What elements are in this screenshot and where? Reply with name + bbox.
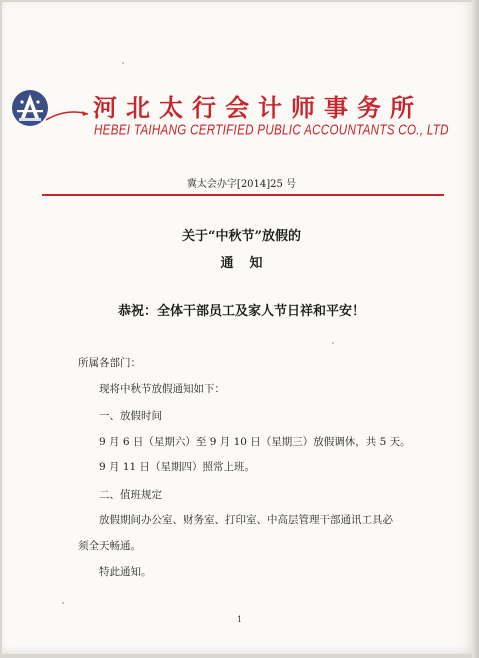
section1-line1: 9 月 6 日（星期六）至 9 月 10 日（星期三）放假调休，共 5 天。	[99, 436, 411, 448]
page-number: 1	[237, 615, 243, 624]
notice-subtitle: 通知	[220, 256, 279, 271]
company-name-cn: 河北太行会计师事务所	[93, 94, 423, 122]
header-divider	[42, 194, 444, 196]
document-page	[2, 2, 472, 654]
intro-line: 现将中秋节放假通知如下：	[99, 383, 225, 395]
closing-line: 特此通知。	[99, 566, 152, 578]
document-number: 冀太会办字[2014]25 号	[186, 179, 297, 190]
section2-heading: 二、值班规定	[99, 489, 162, 501]
salutation: 所属各部门：	[78, 357, 141, 369]
notice-title: 关于“中秋节”放假的	[182, 229, 301, 244]
greeting-line: 恭祝：全体干部员工及家人节日祥和平安！	[117, 304, 365, 319]
section1-heading: 一、放假时间	[99, 410, 162, 422]
firm-logo-icon	[10, 88, 50, 128]
scan-speck	[332, 342, 334, 344]
logo-arrow-icon	[46, 106, 90, 126]
company-name-en: HEBEI TAIHANG CERTIFIED PUBLIC ACCOUNTANTS CO., LTD	[94, 122, 449, 139]
section2-line2: 须全天畅通。	[78, 540, 141, 552]
page-edge-shadow	[472, 0, 479, 658]
scan-speck	[122, 62, 124, 64]
section2-line1: 放假期间办公室、财务室、打印室、中高层管理干部通讯工具必	[99, 514, 393, 526]
section1-line2: 9 月 11 日（星期四）照常上班。	[99, 461, 256, 473]
scan-speck	[62, 602, 64, 604]
